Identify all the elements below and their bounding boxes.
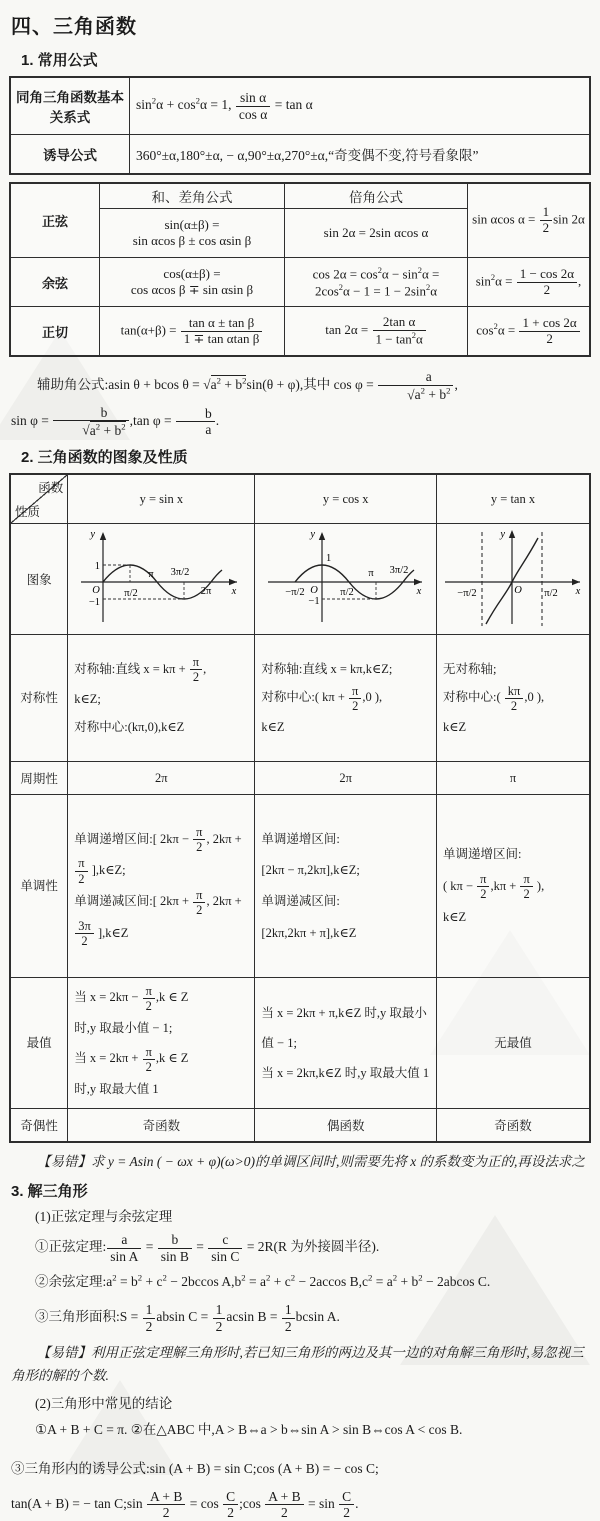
graphs-properties-table (9, 473, 591, 1143)
parity-sin: 奇函数 (68, 1109, 255, 1143)
triangle-induction-formulas: ③三角形内的诱导公式:sin (A + B) = sin C;cos (A + B) = − cos C; tan(A + B) = − tan C;sin $\frac{A + B}{2}$ = cos $\frac{C}{2}$ ;cos $\frac{A + B}{2}$ = sin $\frac{C}{2}$ . (11, 1460, 379, 1521)
tick-label: 1 (325, 553, 331, 565)
tick-label: 3π/2 (389, 565, 409, 577)
col-header-sum-diff: 和、差角公式 (100, 183, 285, 209)
monotonicity-tan: 单调递增区间: ( kπ − $\frac{\pi}{2}$ ,kπ + $\frac{\pi}{2}$ ), k∈Z (437, 795, 591, 978)
table-header-row (10, 183, 590, 209)
extremum-sin: 当 x = 2kπ − $\frac{\pi}{2}$ ,k ∈ Z 时,y 取最小值 − 1; 当 x = 2kπ + $\frac{\pi}{2}$ ,k ∈ Z 时,y 取最大值 1 (68, 978, 255, 1109)
monotonicity-row (10, 795, 590, 978)
period-sin: 2π (68, 762, 255, 795)
caution-note-1: 【易错】求 y = Asin ( − ωx + φ)(ω>0)的单调区间时,则需要先将 x 的系数变为正的,再设法求之 (37, 1154, 585, 1170)
tangent-extra-formula: $\cos^2\alpha$ = $\frac{1 + \cos 2\alpha}{2}$ (468, 307, 591, 357)
col-header-sin: y = sin x (68, 474, 255, 524)
sine-double-formula: sin 2α = 2sin αcos α (285, 209, 468, 258)
symmetry-tan: 无对称轴; 对称中心:( $\frac{k\pi}{2}$ ,0 ), k∈Z (437, 635, 591, 762)
corner-label-property: 性质 (15, 505, 41, 520)
axis-label: x (231, 586, 237, 598)
col-header-tan: y = tan x (437, 474, 591, 524)
cosine-extra-formula: $\sin^2\alpha$ = $\frac{1 - \cos 2\alpha}{2}$ , (468, 258, 591, 307)
law-of-sines: ①正弦定理: $\frac{a}{\text{sin A}}$ = $\frac{b}{\text{sin B}}$ = $\frac{c}{\text{sin C}}$ = 2R(R 为外接圆半径). (35, 1232, 380, 1264)
table-row (10, 135, 590, 175)
cos-graph-cell (255, 524, 437, 635)
x-axis-arrow (572, 579, 580, 585)
row-label-period: 周期性 (10, 762, 68, 795)
cos-graph (262, 524, 430, 630)
row-label-sine: 正弦 (10, 183, 100, 258)
tan-graph-cell (437, 524, 591, 635)
tick-label: 1 (95, 561, 101, 573)
tick-label: π (148, 569, 154, 581)
caution-note-2: 【易错】利用正弦定理解三角形时,若已知三角形的两边及其一边的对角解三角形时,易忽视三角形的解的个数. (11, 1345, 584, 1384)
row-label-graph: 图象 (10, 524, 68, 635)
tick-label: π (368, 568, 374, 580)
common-formulas-table (9, 76, 591, 175)
col-header-cos: y = cos x (255, 474, 437, 524)
y-axis-arrow (509, 530, 515, 538)
origin-label: O (309, 585, 318, 597)
monotonicity-cos: 单调递增区间: [2kπ − π,2kπ],k∈Z; 单调递减区间: [2kπ,2kπ + π],k∈Z (255, 795, 437, 978)
x-axis-arrow (414, 579, 422, 585)
row-label-monotonicity: 单调性 (10, 795, 68, 978)
cosine-double-formula: $\cos 2\alpha = \cos^2\alpha - \sin^2\alpha$ = $2\cos^2\alpha - 1 = 1 - 2\sin^2\alpha$ (285, 258, 468, 307)
axis-label: y (90, 529, 96, 541)
y-axis-arrow (319, 532, 325, 540)
period-tan: π (437, 762, 591, 795)
origin-label: O (514, 585, 522, 597)
tick-label: −π/2 (285, 587, 305, 599)
tick-label: −1 (89, 597, 101, 609)
cosine-sum-formula: cos(α±β) = cos αcos β ∓ sin αsin β (100, 258, 285, 307)
tick-label: π/2 (339, 587, 354, 599)
table-row (10, 258, 590, 307)
section1-heading: 1. 常用公式 (21, 52, 98, 69)
law-of-cosines: ②余弦定理$:a^2 = b^2 + c^2 - 2bccos$ $A,b^2 = a^2 + c^2 - 2accos$ $B,c^2 = a^2 + b^2 - 2abcos$ C. (35, 1272, 491, 1290)
axis-label: x (575, 586, 581, 598)
sum-double-angle-table (9, 182, 591, 357)
symmetry-sin: 对称轴:直线 x = kπ + $\frac{\pi}{2}$ , k∈Z; 对称中心:(kπ,0),k∈Z (68, 635, 255, 762)
parity-cos: 偶函数 (255, 1109, 437, 1143)
axis-label: y (500, 529, 505, 541)
row-label-tangent: 正切 (10, 307, 100, 357)
section3-heading: 3. 解三角形 (11, 1183, 88, 1201)
induction-formula: 360°±α,180°±α, − α,90°±α,270°±α,“奇变偶不变,符号看象限” (130, 135, 591, 175)
triangle-area-formula: ③三角形面积:S = $\frac{1}{2}$ absin C = $\frac{1}{2}$ acsin B = $\frac{1}{2}$ bcsin A. (35, 1302, 340, 1334)
row-label-symmetry: 对称性 (10, 635, 68, 762)
parity-row (10, 1109, 590, 1143)
axis-label: x (416, 586, 422, 598)
period-row (10, 762, 590, 795)
axis-label: y (310, 529, 315, 541)
section2-heading: 2. 三角函数的图象及性质 (21, 449, 188, 467)
row-label-extremum: 最值 (10, 978, 68, 1109)
triangle-conclusion-1: ①A + B + C = π. ②在△ABC 中,A > B⇔a > b⇔sin A > sin B⇔cos A < cos B. (35, 1422, 463, 1438)
auxiliary-angle-formula: 辅助角公式:asin θ + bcos $\theta = √a^2 + b^2\sin(\theta + \varphi)$,其中 cos φ = $\frac{a}{√a^2 + b^2}$ , sin φ = $\frac{b}{√a^2 + b^2}$ ,tan φ = $\frac{b}{a}$ . (11, 369, 458, 438)
row-label-basic-relations: 同角三角函数基本关系式 (10, 77, 130, 135)
tick-label: 3π/2 (170, 567, 190, 579)
sin-graph-cell (68, 524, 255, 635)
tangent-double-formula: tan 2α = $\frac{\text{2tan α}}{1 - \tan^2\alpha}$ (285, 307, 468, 357)
row-label-parity: 奇偶性 (10, 1109, 68, 1143)
tick-label: −1 (308, 596, 320, 608)
col-header-double: 倍角公式 (285, 183, 468, 209)
table-row (10, 77, 590, 135)
row-label-induction-formula: 诱导公式 (10, 135, 130, 175)
subsection-triangle-conclusions: (2)三角形中常见的结论 (35, 1396, 173, 1412)
graph-row (10, 524, 590, 635)
x-axis-arrow (229, 579, 237, 585)
tick-label: π/2 (124, 588, 139, 600)
sine-extra-formula: sin αcos α = $\frac{1}{2}$ sin 2α (468, 183, 591, 258)
sin-graph (75, 524, 247, 630)
subsection-sine-cosine-law: (1)正弦定理与余弦定理 (35, 1209, 173, 1225)
extremum-tan: 无最值 (437, 978, 591, 1109)
tick-label: 2π (201, 586, 212, 598)
tick-label: π/2 (544, 588, 558, 600)
extremum-row (10, 978, 590, 1109)
extremum-cos: 当 x = 2kπ + π,k∈Z 时,y 取最小值 − 1; 当 x = 2kπ,k∈Z 时,y 取最大值 1 (255, 978, 437, 1109)
parity-tan: 奇函数 (437, 1109, 591, 1143)
table-row (10, 307, 590, 357)
period-cos: 2π (255, 762, 437, 795)
tan-graph (437, 524, 589, 630)
tick-label: −π/2 (457, 588, 477, 600)
tangent-sum-formula: tan(α+β) = $\frac{\text{tan α ± tan β}}{\text{1 ∓ tan αtan β}}$ (100, 307, 285, 357)
row-label-cosine: 余弦 (10, 258, 100, 307)
basic-relations-formula: $\sin^2\alpha + \cos^2\alpha = 1$, $\frac{\text{sin α}}{\text{cos α}}$ = tan α (130, 77, 591, 135)
corner-label-function: 函数 (38, 481, 64, 496)
origin-label: O (92, 585, 101, 597)
table-header-row (10, 474, 590, 524)
symmetry-row (10, 635, 590, 762)
sine-sum-formula: sin(α±β) = sin αcos β ± cos αsin β (100, 209, 285, 258)
corner-cell (10, 474, 68, 524)
page-title: 四、三角函数 (11, 16, 137, 38)
y-axis-arrow (100, 532, 106, 540)
symmetry-cos: 对称轴:直线 x = kπ,k∈Z; 对称中心:( kπ + $\frac{\pi}{2}$ ,0 ), k∈Z (255, 635, 437, 762)
monotonicity-sin: 单调递增区间:[ 2kπ − $\frac{\pi}{2}$ , 2kπ + $\frac{\pi}{2}$ ],k∈Z; 单调递减区间:[ 2kπ + $\frac{\pi}{2}$ , 2kπ + $\frac{3\pi}{2}$ ],k∈Z (68, 795, 255, 978)
